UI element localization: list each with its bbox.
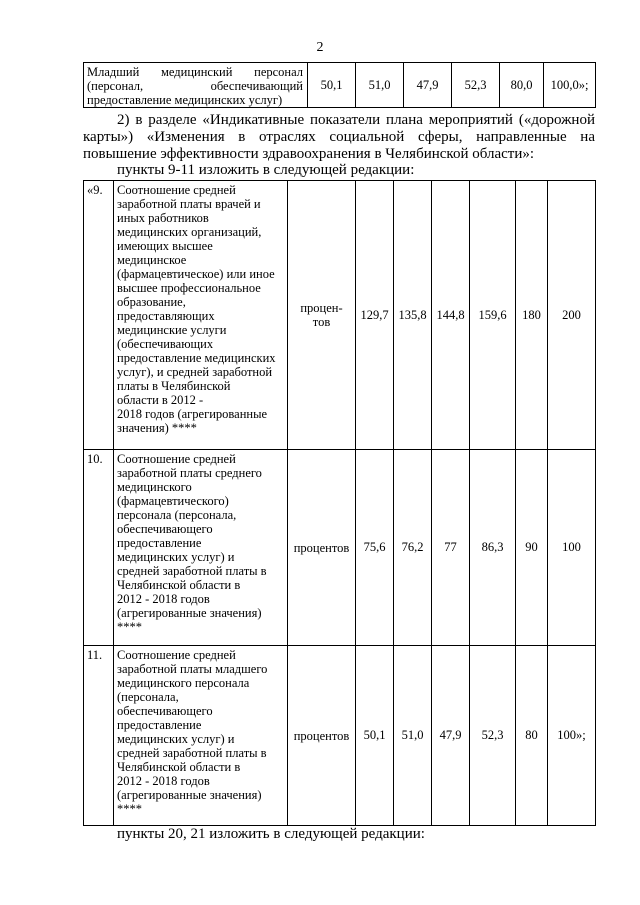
value-cell: 159,6	[470, 181, 516, 450]
continued-table	[83, 62, 596, 108]
desc-line: заработной платы среднего	[117, 466, 262, 480]
desc-line: значения) ****	[117, 421, 197, 435]
desc-line: предоставление медицинских услуг)	[87, 93, 283, 107]
row-description	[114, 181, 288, 450]
value-cell: 100»;	[548, 646, 596, 826]
table-row	[84, 63, 596, 108]
desc-line: (фармацевтическое) или иное	[117, 267, 275, 281]
desc-line: (персонала,	[117, 690, 179, 704]
page-number: 2	[316, 40, 324, 55]
table-row	[84, 646, 596, 826]
desc-line: ****	[117, 620, 142, 634]
row-description	[114, 450, 288, 646]
row-description	[114, 646, 288, 826]
desc-line: заработной платы врачей и	[117, 197, 261, 211]
desc-line: персонала (персонала,	[117, 508, 237, 522]
desc-line: (фармацевтического)	[117, 494, 229, 508]
value-cell: 52,3	[452, 63, 500, 108]
desc-line: предоставление медицинских	[117, 351, 276, 365]
desc-line: Челябинской области в	[117, 760, 241, 774]
value-cell: 51,0	[356, 63, 404, 108]
value-cell: 129,7	[356, 181, 394, 450]
value-cell: 200	[548, 181, 596, 450]
desc-line: средней заработной платы в	[117, 564, 267, 578]
desc-line: медицинское	[117, 253, 187, 267]
desc-line: платы в Челябинской	[117, 379, 231, 393]
indicators-table	[83, 180, 596, 826]
desc-line: (обеспечивающих	[117, 337, 214, 351]
desc-line: (персонал, обеспечивающий	[87, 79, 303, 93]
table-row	[84, 181, 596, 450]
value-cell: 52,3	[470, 646, 516, 826]
row-number: 11.	[84, 646, 114, 826]
unit-line: процен-	[300, 301, 343, 315]
unit-cell	[288, 646, 356, 826]
value-cell: 75,6	[356, 450, 394, 646]
value-cell: 80,0	[500, 63, 544, 108]
value-cell: 77	[432, 450, 470, 646]
desc-line: 2012 - 2018 годов	[117, 592, 210, 606]
desc-line: 2012 - 2018 годов	[117, 774, 210, 788]
desc-line: ****	[117, 802, 142, 816]
unit-line: тов	[312, 315, 331, 329]
value-cell: 144,8	[432, 181, 470, 450]
desc-line: обеспечивающего	[117, 704, 213, 718]
desc-line: (агрегированные значения)	[117, 788, 262, 802]
desc-line: предоставляющих	[117, 309, 215, 323]
value-cell: 76,2	[394, 450, 432, 646]
desc-line: медицинских услуг) и	[117, 732, 235, 746]
desc-line: Младший медицинский персонал	[87, 65, 303, 79]
value-cell: 100,0»;	[544, 63, 596, 108]
desc-line: Соотношение средней	[117, 452, 236, 466]
value-cell: 86,3	[470, 450, 516, 646]
desc-line: предоставление	[117, 718, 202, 732]
desc-line: образование,	[117, 295, 186, 309]
desc-line: иных работников	[117, 211, 209, 225]
desc-line: заработной платы младшего	[117, 662, 268, 676]
desc-line: имеющих высшее	[117, 239, 213, 253]
paragraph-points-20-21: пункты 20, 21 изложить в следующей редакции:	[117, 826, 425, 842]
row-number: 10.	[84, 450, 114, 646]
value-cell: 47,9	[432, 646, 470, 826]
desc-line: области в 2012 -	[117, 393, 204, 407]
value-cell: 135,8	[394, 181, 432, 450]
desc-line: услуг), и средней заработной	[117, 365, 273, 379]
unit-line: процентов	[293, 540, 350, 555]
value-cell: 51,0	[394, 646, 432, 826]
desc-line: средней заработной платы в	[117, 746, 267, 760]
table-row	[84, 450, 596, 646]
desc-line: медицинских организаций,	[117, 225, 262, 239]
value-cell: 80	[516, 646, 548, 826]
paragraph-points-9-11: пункты 9-11 изложить в следующей редакции:	[117, 162, 415, 178]
desc-line: 2018 годов (агрегированные	[117, 407, 268, 421]
desc-line: предоставление	[117, 536, 202, 550]
row-number: «9.	[84, 181, 114, 450]
desc-line: обеспечивающего	[117, 522, 213, 536]
desc-line: (агрегированные значения)	[117, 606, 262, 620]
value-cell: 47,9	[404, 63, 452, 108]
value-cell: 50,1	[356, 646, 394, 826]
desc-line: Соотношение средней	[117, 183, 236, 197]
unit-line: процентов	[293, 728, 350, 743]
unit-cell	[288, 450, 356, 646]
unit-cell	[288, 181, 356, 450]
desc-line: медицинского	[117, 480, 192, 494]
desc-line: Челябинской области в	[117, 578, 241, 592]
desc-line: Соотношение средней	[117, 648, 236, 662]
value-cell: 50,1	[308, 63, 356, 108]
desc-line: медицинские услуги	[117, 323, 227, 337]
desc-line: медицинского персонала	[117, 676, 250, 690]
value-cell: 90	[516, 450, 548, 646]
value-cell: 180	[516, 181, 548, 450]
paragraph-section-2: 2) в разделе «Индикативные показатели плана мероприятий («дорожной карты») «Изменения в отраслях социальной сферы, направленные на повышение эффективности здравоохранения в Челябинской области»:	[83, 112, 595, 162]
value-cell: 100	[548, 450, 596, 646]
row-description	[84, 63, 308, 108]
desc-line: высшее профессиональное	[117, 281, 261, 295]
desc-line: медицинских услуг) и	[117, 550, 235, 564]
